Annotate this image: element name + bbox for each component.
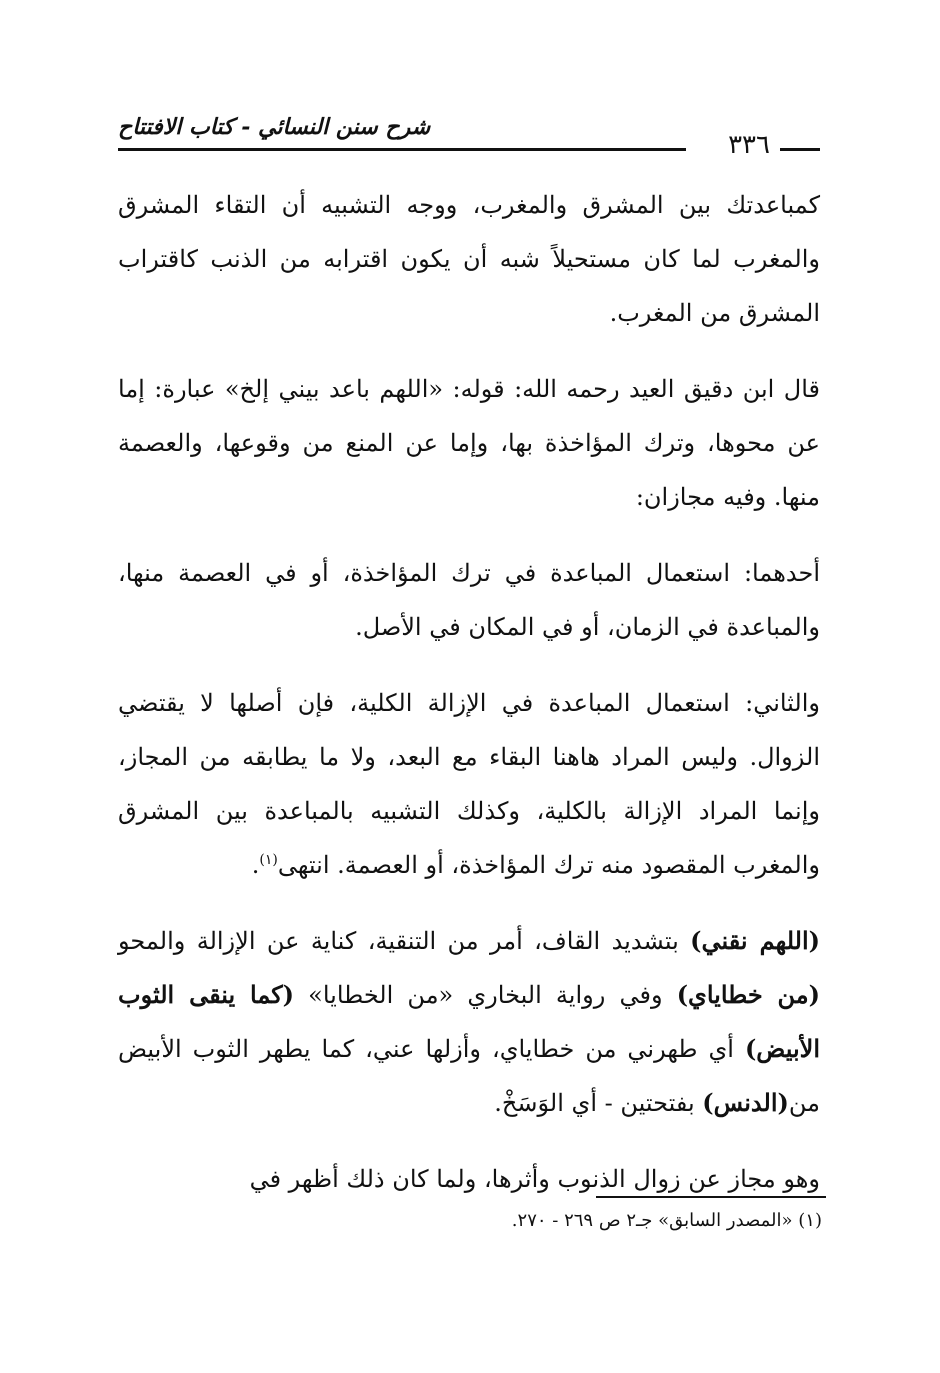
text-segment: بتشديد القاف، أمر من التنقية، كناية عن الإزالة والمحو	[118, 927, 691, 955]
body-text	[118, 178, 820, 1228]
paragraph	[118, 178, 820, 340]
header-rule	[118, 148, 686, 151]
text-segment: بفتحتين - أي الوَسَخْ.	[494, 1089, 703, 1117]
page-number-dash	[780, 148, 820, 151]
text-segment: أي طهرني من خطاياي، وأزلها عني، كما يطهر الثوب الأبيض من	[118, 1035, 820, 1117]
text-segment: أحدهما: استعمال المباعدة في ترك المؤاخذة، أو في العصمة منها، والمباعدة في الزمان، أو في المكان في الأصل.	[118, 559, 820, 641]
text-segment: والثاني: استعمال المباعدة في الإزالة الكلية، فإن أصلها لا يقتضي الزوال. وليس المراد هاهنا البقاء مع البعد، ولا ما يطابقه من المجاز، وإنما المراد الإزالة بالكلية، وكذلك التشبيه بالمباعدة بين المشرق والمغرب المقصود منه ترك المؤاخذة، أو العصمة. انتهى	[118, 689, 820, 879]
text-segment: .	[251, 851, 260, 879]
footnote-marker: (١)	[259, 852, 278, 868]
text-segment: وهو مجاز عن زوال الذنوب وأثرها، ولما كان ذلك أظهر في	[249, 1165, 820, 1193]
hadith-phrase: (الدنس)	[702, 1088, 789, 1117]
hadith-phrase: (كما ينقى الثوب الأبيض)	[118, 980, 820, 1063]
paragraph	[118, 914, 820, 1130]
paragraph	[118, 676, 820, 892]
paragraph	[118, 362, 820, 524]
text-segment: قال ابن دقيق العيد رحمه الله: قوله: «اللهم باعد بيني إلخ» عبارة: إما عن محوها، وترك المؤاخذة بها، وإما عن المنع من وقوعها، والعصمة منها. وفيه مجازان:	[118, 375, 820, 511]
footnote-rule	[596, 1196, 826, 1198]
hadith-phrase: (اللهم نقني)	[690, 926, 821, 955]
hadith-phrase: (من خطاياي)	[676, 980, 821, 1009]
text-segment: وفي رواية البخاري «من الخطايا»	[294, 981, 677, 1009]
footnote: (١) «المصدر السابق» جـ٢ ص ٢٦٩ - ٢٧٠.	[511, 1210, 822, 1231]
page-header	[118, 108, 820, 164]
page-number: ٣٣٦	[728, 130, 770, 160]
paragraph	[118, 546, 820, 654]
text-segment: كمباعدتك بين المشرق والمغرب، ووجه التشبيه أن التقاء المشرق والمغرب لما كان مستحيلاً شبه أن يكون اقترابه من الذنب كاقتراب المشرق من المغرب.	[118, 191, 820, 327]
running-title: شرح سنن النسائي - كتاب الافتتاح	[118, 114, 431, 140]
